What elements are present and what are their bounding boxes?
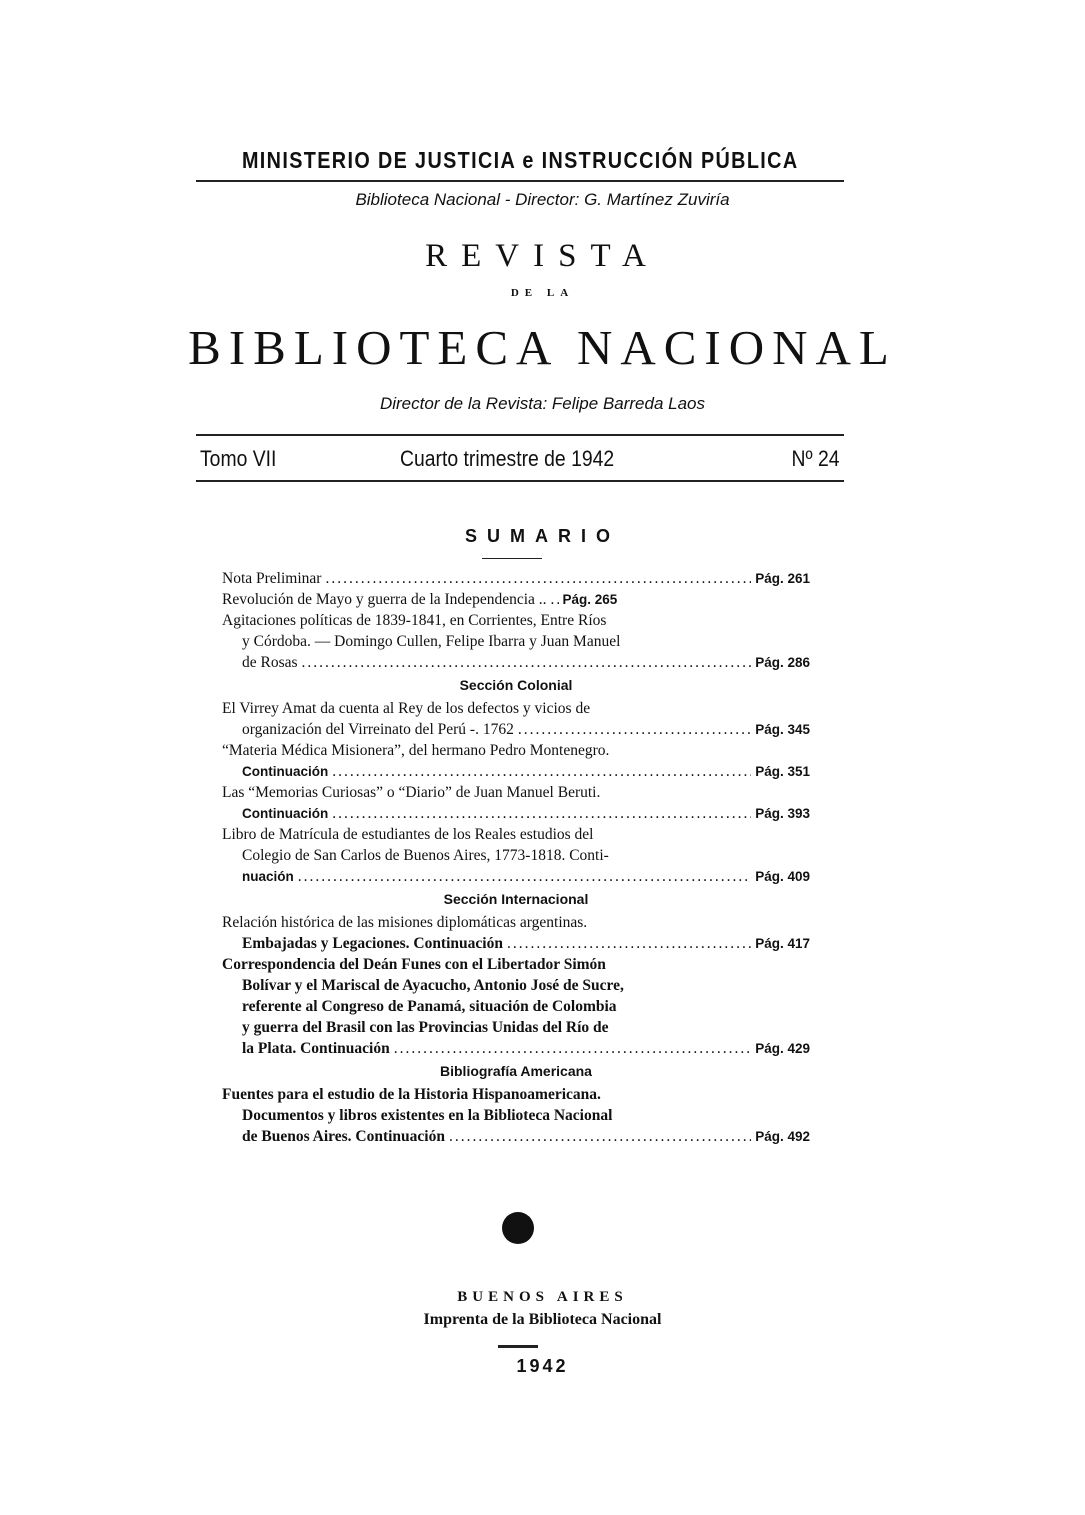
bullet-ornament: [502, 1212, 534, 1244]
toc-entry-page: Pág. 345: [755, 722, 810, 737]
toc-entry-line: Relación histórica de las misiones diplomáticas argentinas.: [222, 914, 588, 931]
sumario-underline: [482, 558, 542, 559]
footer-imprenta: Imprenta de la Biblioteca Nacional: [423, 1311, 662, 1328]
toc-entry: [222, 568, 810, 589]
leader-dots: [302, 652, 752, 673]
de-la-title: DE LA: [510, 287, 575, 299]
toc-entry-line: Bolívar y el Mariscal de Ayacucho, Antonio José de Sucre,: [242, 977, 624, 994]
toc-entry-page: Pág. 492: [755, 1129, 810, 1144]
toc-entry: [222, 1038, 810, 1059]
toc-entry-title: nuación: [242, 869, 294, 884]
leader-dots: [507, 933, 751, 954]
toc-entry: [222, 933, 810, 954]
toc-entry-title: Embajadas y Legaciones. Continuación: [242, 935, 503, 952]
leader-dots: [332, 761, 751, 782]
toc-entry-line: y guerra del Brasil con las Provincias Unidas del Río de: [242, 1019, 609, 1036]
toc-entry-line: Las “Memorias Curiosas” o “Diario” de Juan Manuel Beruti.: [222, 784, 601, 801]
section-internacional-heading: Sección Internacional: [443, 891, 589, 907]
toc-entry-line: Libro de Matrícula de estudiantes de los Reales estudios del: [222, 826, 594, 843]
leader-dots: [394, 1038, 752, 1059]
toc-entry-line: Agitaciones políticas de 1839-1841, en Corrientes, Entre Ríos: [222, 612, 607, 629]
issue-line: [196, 440, 844, 478]
director-line: Biblioteca Nacional - Director: G. Martínez Zuviría: [355, 190, 730, 209]
issue-number: Nº 24: [792, 446, 840, 471]
leader-dots: [332, 803, 751, 824]
toc-entry: [222, 866, 810, 887]
toc-entry-page: Pág. 429: [755, 1041, 810, 1056]
toc-entry-line: “Materia Médica Misionera”, del hermano Pedro Montenegro.: [222, 742, 610, 759]
toc-entry: [222, 719, 810, 740]
toc-entry: [222, 761, 810, 782]
revista-title: REVISTA: [425, 238, 660, 274]
leader-dots: [449, 1126, 751, 1147]
toc-entry: [222, 1126, 810, 1147]
toc-entry-page: Pág. 286: [755, 655, 810, 670]
toc-entry-page: Pág. 393: [755, 806, 810, 821]
footer-rule: [498, 1345, 538, 1348]
toc-entry-title: de Rosas: [242, 654, 298, 671]
section-bibliografia-heading: Bibliografía Americana: [440, 1063, 592, 1079]
toc-entry-title: organización del Virreinato del Perú -. 1762: [242, 721, 514, 738]
issue-tomo: Tomo VII: [200, 446, 277, 471]
toc-entry-line: Correspondencia del Deán Funes con el Libertador Simón: [222, 956, 606, 973]
revista-director-line: Director de la Revista: Felipe Barreda Laos: [379, 394, 706, 413]
footer-city: BUENOS AIRES: [457, 1289, 628, 1305]
toc-entry-title: de Buenos Aires. Continuación: [242, 1128, 445, 1145]
toc-entry-line: Documentos y libros existentes en la Biblioteca Nacional: [242, 1107, 613, 1124]
section-colonial-heading: Sección Colonial: [459, 677, 573, 693]
toc-entry-title: la Plata. Continuación: [242, 1040, 390, 1057]
footer-year: 1942: [516, 1356, 569, 1376]
toc-entry-line: Fuentes para el estudio de la Historia Hispanoamericana.: [222, 1086, 601, 1103]
toc-entry: [222, 589, 810, 610]
toc-entry-line: Colegio de San Carlos de Buenos Aires, 1773-1818. Conti-: [242, 847, 609, 864]
toc-entry-page: Pág. 409: [755, 869, 810, 884]
issue-top-rule: [196, 434, 844, 436]
toc-entry-title: Revolución de Mayo y guerra de la Independencia ..: [222, 591, 547, 608]
toc-entry-page: Pág. 417: [755, 936, 810, 951]
header-rule: [196, 180, 844, 182]
toc-entry-line: referente al Congreso de Panamá, situación de Colombia: [242, 998, 617, 1015]
leader-dots: [298, 866, 751, 887]
leader-dots: [325, 568, 751, 589]
leader-dots: [551, 589, 559, 610]
issue-trimestre: Cuarto trimestre de 1942: [400, 446, 615, 471]
toc-entry-page: Pág. 261: [755, 571, 810, 586]
toc-entry-line: El Virrey Amat da cuenta al Rey de los defectos y vicios de: [222, 700, 591, 717]
ministry-heading: MINISTERIO DE JUSTICIA e INSTRUCCIÓN PÚBLICA: [241, 147, 799, 173]
toc-entry: [222, 803, 810, 824]
issue-bottom-rule: [196, 480, 844, 482]
toc-entry-page: Pág. 351: [755, 764, 810, 779]
toc-entry-line: y Córdoba. — Domingo Cullen, Felipe Ibarra y Juan Manuel: [242, 633, 621, 650]
leader-dots: [518, 719, 751, 740]
toc-entry: [222, 652, 810, 673]
toc-entry-title: Nota Preliminar: [222, 570, 322, 587]
table-of-contents: [222, 568, 810, 1147]
biblioteca-nacional-title: BIBLIOTECA NACIONAL: [188, 320, 897, 375]
sumario-title: SUMARIO: [465, 526, 620, 546]
toc-entry-title: Continuación: [242, 764, 329, 779]
toc-entry-page: Pág. 265: [562, 592, 618, 607]
toc-entry-title: Continuación: [242, 806, 329, 821]
